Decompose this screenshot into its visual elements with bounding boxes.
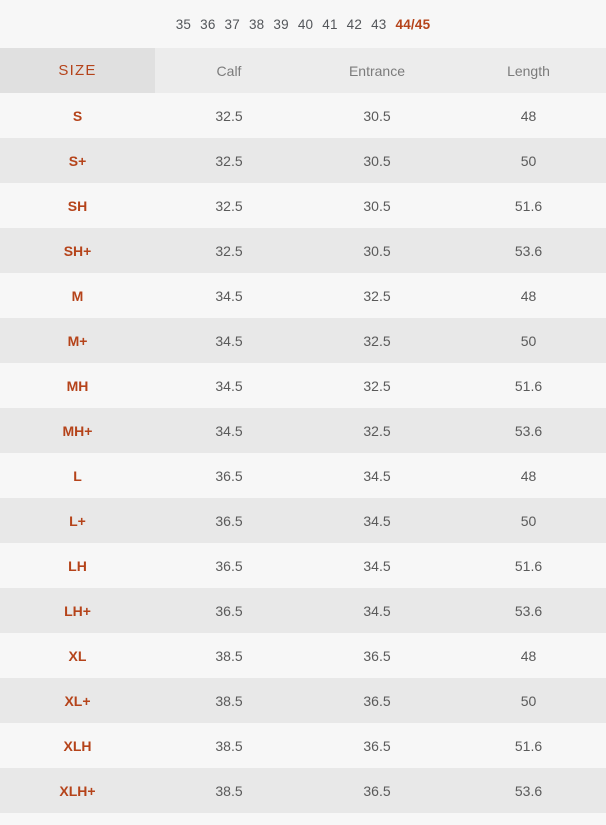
entrance-cell: 32.5 bbox=[303, 408, 451, 453]
calf-cell: 34.5 bbox=[155, 273, 303, 318]
eu-size-option[interactable]: 36 bbox=[200, 16, 216, 32]
entrance-cell: 30.5 bbox=[303, 138, 451, 183]
entrance-cell: 30.5 bbox=[303, 93, 451, 138]
entrance-cell: 32.5 bbox=[303, 363, 451, 408]
table-row bbox=[0, 138, 606, 183]
table-row bbox=[0, 633, 606, 678]
table-row bbox=[0, 678, 606, 723]
eu-size-option[interactable]: 40 bbox=[297, 16, 314, 32]
entrance-cell: 36.5 bbox=[303, 723, 451, 768]
calf-cell: 38.5 bbox=[155, 723, 303, 768]
length-cell: 51.6 bbox=[451, 183, 606, 228]
eu-size-option[interactable]: 42 bbox=[346, 16, 363, 32]
table-header-row bbox=[0, 48, 606, 93]
calf-cell: 34.5 bbox=[155, 363, 303, 408]
size-cell: XL bbox=[0, 633, 155, 678]
length-cell: 48 bbox=[451, 273, 606, 318]
size-cell: SH+ bbox=[0, 228, 155, 273]
length-cell: 50 bbox=[451, 138, 606, 183]
length-cell: 50 bbox=[451, 318, 606, 363]
table-body bbox=[0, 93, 606, 813]
eu-size-option[interactable]: 43 bbox=[371, 16, 387, 32]
calf-cell: 36.5 bbox=[155, 453, 303, 498]
entrance-cell: 30.5 bbox=[303, 228, 451, 273]
length-cell: 51.6 bbox=[451, 543, 606, 588]
table-row bbox=[0, 93, 606, 138]
table-header bbox=[0, 48, 606, 93]
eu-size-option[interactable]: 38 bbox=[248, 16, 265, 32]
table-row bbox=[0, 723, 606, 768]
size-cell: XL+ bbox=[0, 678, 155, 723]
calf-cell: 34.5 bbox=[155, 318, 303, 363]
calf-cell: 34.5 bbox=[155, 408, 303, 453]
table-row bbox=[0, 363, 606, 408]
table-row bbox=[0, 588, 606, 633]
eu-size-option[interactable]: 35 bbox=[175, 16, 192, 32]
length-cell: 53.6 bbox=[451, 768, 606, 813]
entrance-cell: 32.5 bbox=[303, 318, 451, 363]
entrance-cell: 34.5 bbox=[303, 453, 451, 498]
length-cell: 53.6 bbox=[451, 228, 606, 273]
size-cell: MH bbox=[0, 363, 155, 408]
table-row bbox=[0, 228, 606, 273]
size-cell: MH+ bbox=[0, 408, 155, 453]
length-cell: 51.6 bbox=[451, 363, 606, 408]
length-cell: 50 bbox=[451, 678, 606, 723]
table-row bbox=[0, 498, 606, 543]
size-cell: XLH+ bbox=[0, 768, 155, 813]
size-cell: XLH bbox=[0, 723, 155, 768]
entrance-cell: 34.5 bbox=[303, 498, 451, 543]
eu-size-option[interactable]: 39 bbox=[273, 16, 289, 32]
size-cell: M bbox=[0, 273, 155, 318]
table-row bbox=[0, 408, 606, 453]
eu-size-option[interactable]: 37 bbox=[224, 16, 240, 32]
calf-cell: 32.5 bbox=[155, 183, 303, 228]
length-cell: 53.6 bbox=[451, 408, 606, 453]
entrance-cell: 32.5 bbox=[303, 273, 451, 318]
calf-cell: 32.5 bbox=[155, 93, 303, 138]
eu-size-option[interactable]: 41 bbox=[322, 16, 338, 32]
calf-cell: 38.5 bbox=[155, 633, 303, 678]
length-cell: 48 bbox=[451, 453, 606, 498]
size-cell: LH bbox=[0, 543, 155, 588]
size-cell: SH bbox=[0, 183, 155, 228]
entrance-cell: 30.5 bbox=[303, 183, 451, 228]
length-cell: 53.6 bbox=[451, 588, 606, 633]
length-cell: 51.6 bbox=[451, 723, 606, 768]
column-header-length: Length bbox=[451, 48, 606, 93]
table-row bbox=[0, 318, 606, 363]
size-cell: L bbox=[0, 453, 155, 498]
size-cell: M+ bbox=[0, 318, 155, 363]
entrance-cell: 34.5 bbox=[303, 588, 451, 633]
size-chart-table bbox=[0, 48, 606, 813]
size-cell: LH+ bbox=[0, 588, 155, 633]
column-header-entrance: Entrance bbox=[303, 48, 451, 93]
entrance-cell: 36.5 bbox=[303, 678, 451, 723]
calf-cell: 36.5 bbox=[155, 588, 303, 633]
length-cell: 48 bbox=[451, 633, 606, 678]
calf-cell: 38.5 bbox=[155, 678, 303, 723]
entrance-cell: 36.5 bbox=[303, 633, 451, 678]
calf-cell: 38.5 bbox=[155, 768, 303, 813]
size-cell: S+ bbox=[0, 138, 155, 183]
table-row bbox=[0, 183, 606, 228]
table-row bbox=[0, 543, 606, 588]
eu-size-option[interactable]: 44/45 bbox=[395, 16, 431, 32]
entrance-cell: 34.5 bbox=[303, 543, 451, 588]
eu-size-selector[interactable] bbox=[0, 0, 606, 48]
calf-cell: 36.5 bbox=[155, 498, 303, 543]
table-row bbox=[0, 768, 606, 813]
calf-cell: 32.5 bbox=[155, 228, 303, 273]
calf-cell: 36.5 bbox=[155, 543, 303, 588]
column-header-calf: Calf bbox=[155, 48, 303, 93]
size-cell: S bbox=[0, 93, 155, 138]
length-cell: 50 bbox=[451, 498, 606, 543]
entrance-cell: 36.5 bbox=[303, 768, 451, 813]
table-row bbox=[0, 273, 606, 318]
length-cell: 48 bbox=[451, 93, 606, 138]
size-cell: L+ bbox=[0, 498, 155, 543]
table-row bbox=[0, 453, 606, 498]
calf-cell: 32.5 bbox=[155, 138, 303, 183]
column-header-size: SIZE bbox=[0, 48, 155, 93]
